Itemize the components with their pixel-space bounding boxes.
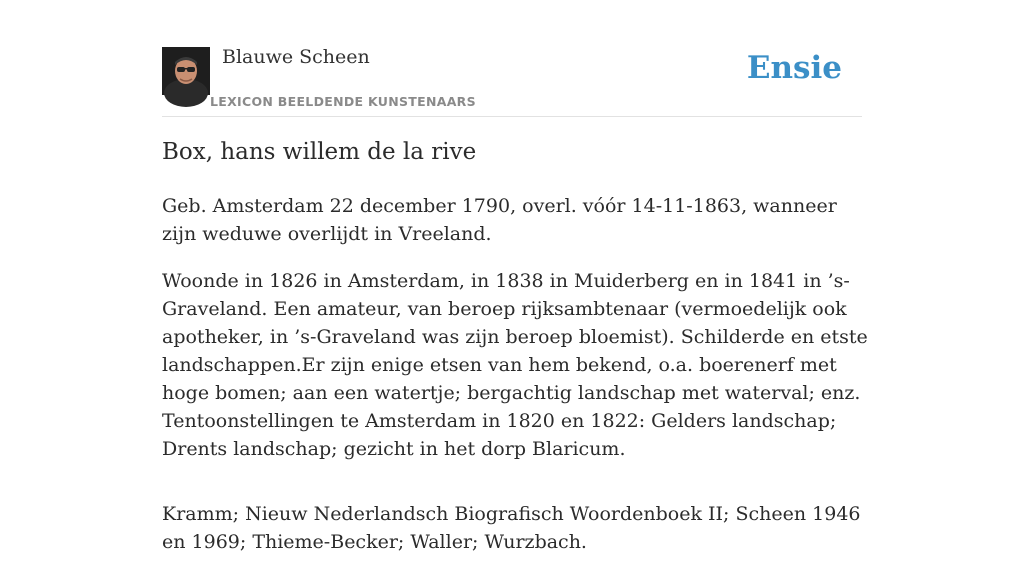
paragraph-birth: Geb. Amsterdam 22 december 1790, overl. vóór 14-11-1863, wanneer zijn weduwe overlijdt in Vreeland.: [162, 195, 837, 245]
source-label[interactable]: LEXICON BEELDENDE KUNSTENAARS: [210, 94, 476, 109]
author-photo-icon: [162, 47, 210, 95]
author-name[interactable]: Blauwe Scheen: [222, 46, 370, 68]
article-title: Box, hans willem de la rive: [162, 139, 477, 165]
page-header: [162, 44, 862, 117]
article-body: [162, 192, 868, 575]
brand-logo[interactable]: Ensie: [746, 50, 842, 86]
paragraph-biography: Woonde in 1826 in Amsterdam, in 1838 in Muiderberg en in 1841 in ’s-Graveland. Een amateur, van beroep rijksambtenaar (vermoedelijk ook apotheker, in ’s-Graveland was zijn beroep bloemist). Schilderde en etste landschappen.Er zijn enige etsen van hem bekend, o.a. boerenerf met hoge bomen; aan een watertje; bergachtig landschap met waterval; enz. Tentoonstellingen te Amsterdam in 1820 en 1822: Gelders landschap; Drents landschap; gezicht in het dorp Blaricum.: [162, 270, 868, 460]
author-avatar[interactable]: [162, 47, 210, 95]
paragraph-references: Kramm; Nieuw Nederlandsch Biografisch Woordenboek II; Scheen 1946 en 1969; Thieme-Becker; Waller; Wurzbach.: [162, 503, 861, 553]
